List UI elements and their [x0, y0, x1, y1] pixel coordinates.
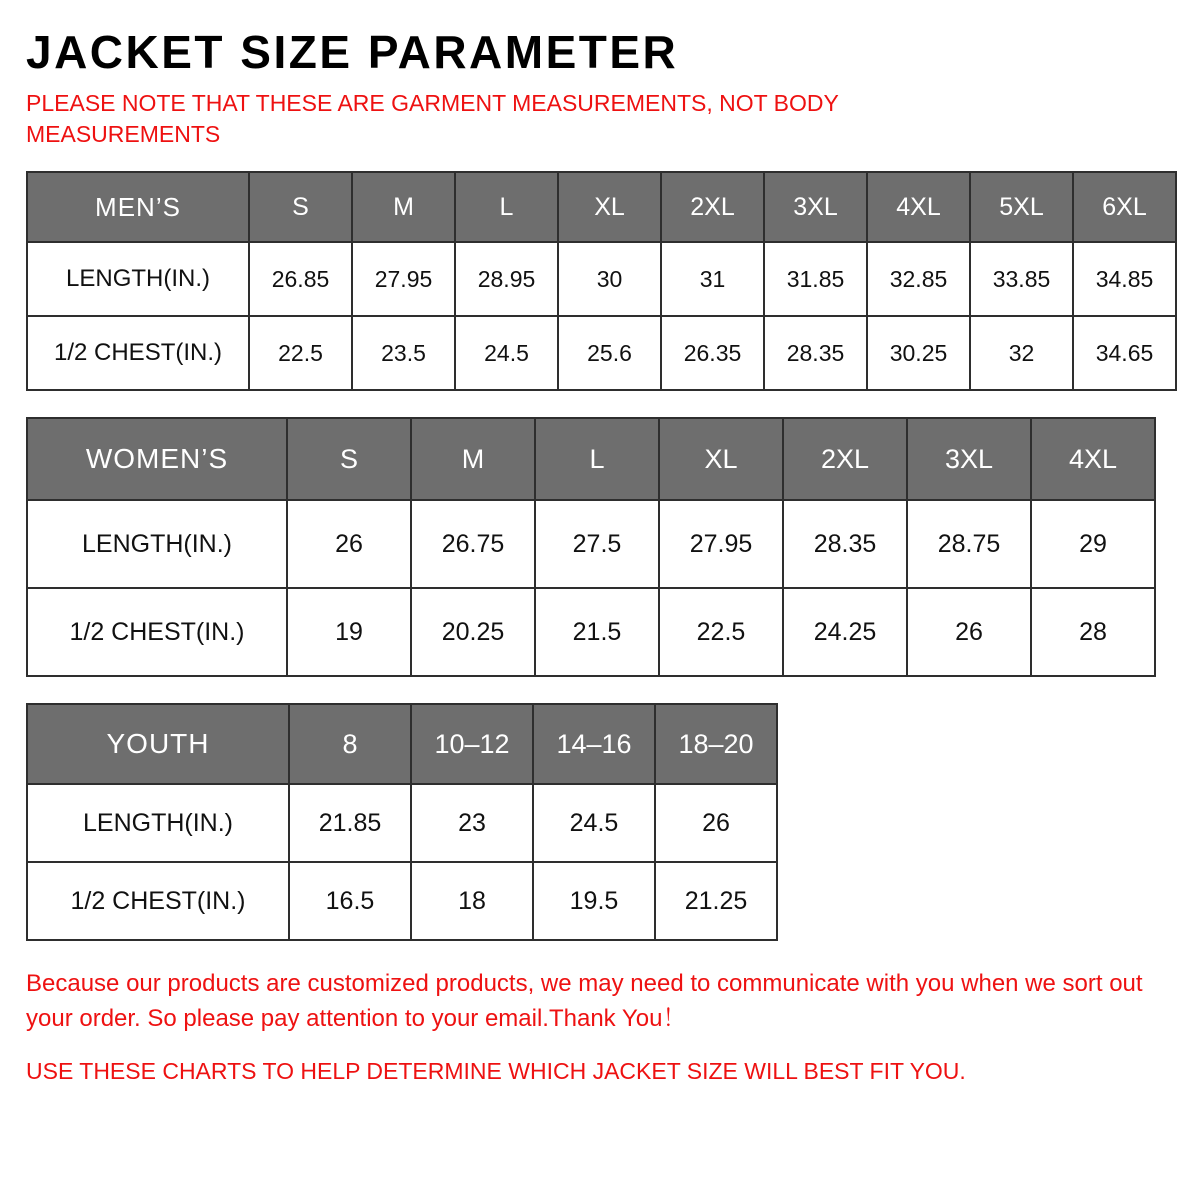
- mens-size-table: [26, 171, 1177, 391]
- youth-size-table: [26, 703, 778, 941]
- cell-value: 26.35: [661, 316, 764, 390]
- cell-value: 18: [411, 862, 533, 940]
- cell-value: 29: [1031, 500, 1155, 588]
- cell-value: 26: [287, 500, 411, 588]
- cell-value: 24.5: [455, 316, 558, 390]
- cell-value: 22.5: [249, 316, 352, 390]
- row-label: 1/2 CHEST(IN.): [27, 316, 249, 390]
- column-header: XL: [659, 418, 783, 500]
- cell-value: 19.5: [533, 862, 655, 940]
- cell-value: 24.25: [783, 588, 907, 676]
- column-header: M: [411, 418, 535, 500]
- cell-value: 32.85: [867, 242, 970, 316]
- cell-value: 21.25: [655, 862, 777, 940]
- cell-value: 23.5: [352, 316, 455, 390]
- cell-value: 26: [655, 784, 777, 862]
- cell-value: 31: [661, 242, 764, 316]
- measurement-note: PLEASE NOTE THAT THESE ARE GARMENT MEASUREMENTS, NOT BODY MEASUREMENTS: [26, 90, 839, 147]
- page-title: JACKET SIZE PARAMETER: [26, 26, 679, 78]
- column-header: 6XL: [1073, 172, 1176, 242]
- cell-value: 28: [1031, 588, 1155, 676]
- table-row: [27, 862, 777, 940]
- cell-value: 27.95: [352, 242, 455, 316]
- youth-header-label: YOUTH: [27, 704, 289, 784]
- cell-value: 21.85: [289, 784, 411, 862]
- womens-header-label: WOMEN’S: [27, 418, 287, 500]
- table-row: [27, 588, 1155, 676]
- column-header: S: [249, 172, 352, 242]
- table-row: [27, 242, 1176, 316]
- cell-value: 26.85: [249, 242, 352, 316]
- cell-value: 28.35: [783, 500, 907, 588]
- table-header-row: [27, 418, 1155, 500]
- cell-value: 27.95: [659, 500, 783, 588]
- cell-value: 26.75: [411, 500, 535, 588]
- footer-note-use-charts: USE THESE CHARTS TO HELP DETERMINE WHICH JACKET SIZE WILL BEST FIT YOU.: [26, 1057, 966, 1084]
- womens-size-table: [26, 417, 1156, 677]
- mens-header-label: MEN’S: [27, 172, 249, 242]
- cell-value: 24.5: [533, 784, 655, 862]
- row-label: LENGTH(IN.): [27, 500, 287, 588]
- column-header: 10–12: [411, 704, 533, 784]
- cell-value: 22.5: [659, 588, 783, 676]
- cell-value: 31.85: [764, 242, 867, 316]
- column-header: 8: [289, 704, 411, 784]
- column-header: M: [352, 172, 455, 242]
- cell-value: 21.5: [535, 588, 659, 676]
- row-label: 1/2 CHEST(IN.): [27, 588, 287, 676]
- table-header-row: [27, 704, 777, 784]
- cell-value: 30.25: [867, 316, 970, 390]
- cell-value: 25.6: [558, 316, 661, 390]
- table-row: [27, 316, 1176, 390]
- cell-value: 19: [287, 588, 411, 676]
- cell-value: 28.75: [907, 500, 1031, 588]
- cell-value: 28.35: [764, 316, 867, 390]
- cell-value: 23: [411, 784, 533, 862]
- cell-value: 33.85: [970, 242, 1073, 316]
- column-header: XL: [558, 172, 661, 242]
- cell-value: 27.5: [535, 500, 659, 588]
- cell-value: 32: [970, 316, 1073, 390]
- column-header: 14–16: [533, 704, 655, 784]
- footer-note-custom-products: Because our products are customized products, we may need to communicate with you when we sort out your order. So please pay attention to your email.Thank You！: [26, 970, 1143, 1032]
- cell-value: 34.85: [1073, 242, 1176, 316]
- row-label: LENGTH(IN.): [27, 242, 249, 316]
- column-header: 2XL: [661, 172, 764, 242]
- column-header: L: [455, 172, 558, 242]
- table-header-row: [27, 172, 1176, 242]
- column-header: 4XL: [1031, 418, 1155, 500]
- cell-value: 34.65: [1073, 316, 1176, 390]
- cell-value: 30: [558, 242, 661, 316]
- column-header: 4XL: [867, 172, 970, 242]
- row-label: LENGTH(IN.): [27, 784, 289, 862]
- column-header: L: [535, 418, 659, 500]
- column-header: 5XL: [970, 172, 1073, 242]
- column-header: S: [287, 418, 411, 500]
- footer-notes: [26, 967, 1174, 1088]
- table-row: [27, 500, 1155, 588]
- cell-value: 16.5: [289, 862, 411, 940]
- cell-value: 20.25: [411, 588, 535, 676]
- cell-value: 28.95: [455, 242, 558, 316]
- column-header: 18–20: [655, 704, 777, 784]
- column-header: 3XL: [907, 418, 1031, 500]
- column-header: 2XL: [783, 418, 907, 500]
- column-header: 3XL: [764, 172, 867, 242]
- table-row: [27, 784, 777, 862]
- cell-value: 26: [907, 588, 1031, 676]
- row-label: 1/2 CHEST(IN.): [27, 862, 289, 940]
